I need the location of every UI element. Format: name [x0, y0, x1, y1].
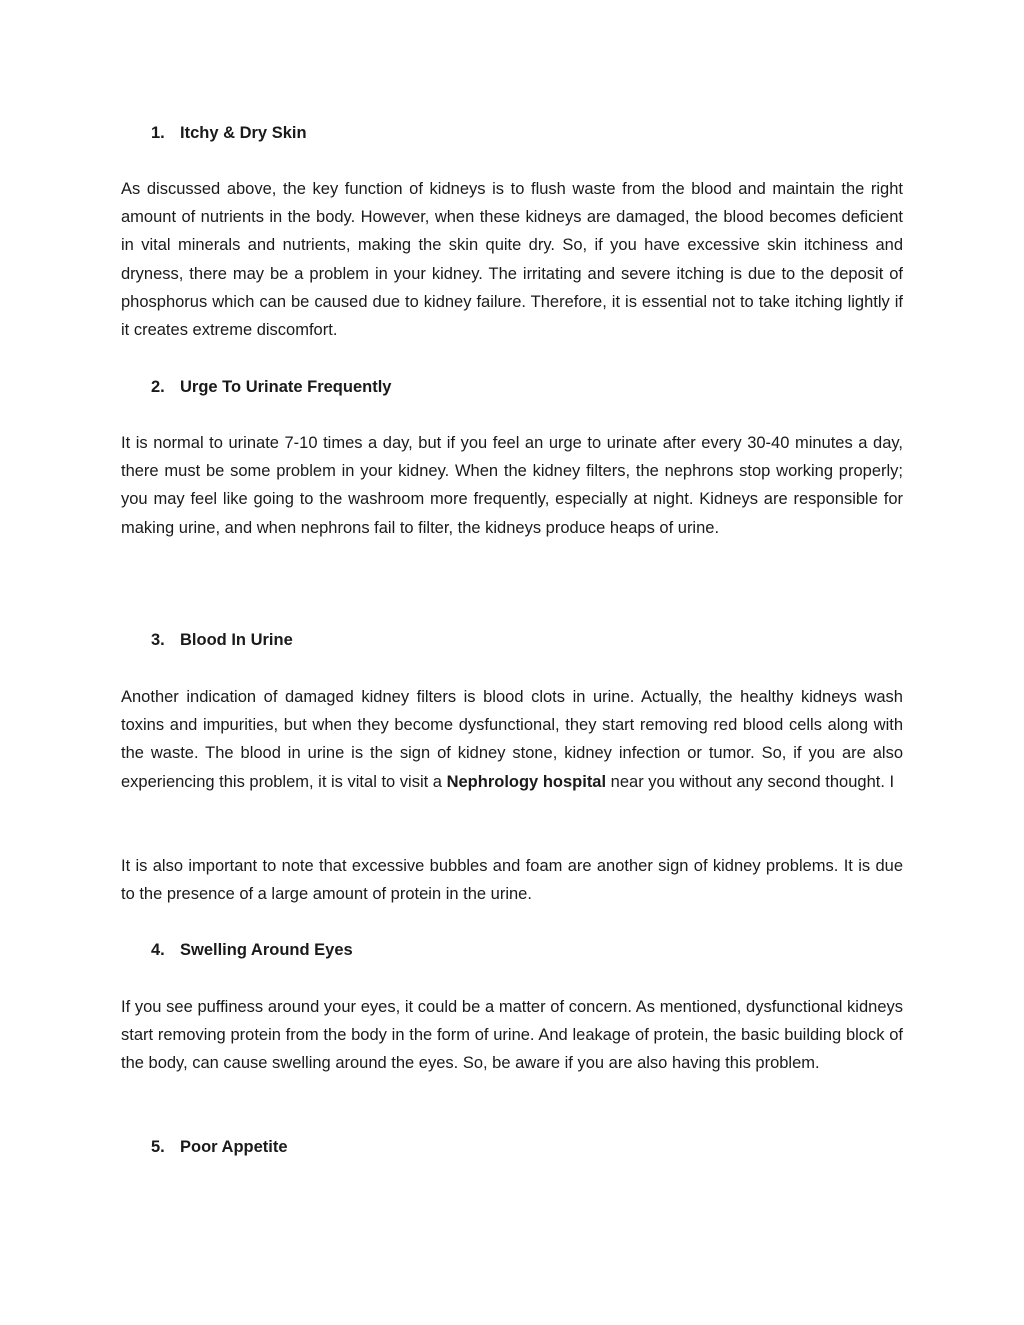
section-number: 1. — [151, 124, 165, 142]
section-heading-blood-in-urine — [151, 626, 293, 654]
nephrology-hospital-emphasis: Nephrology hospital — [446, 772, 607, 791]
section-number: 5. — [151, 1138, 165, 1156]
section-title: Itchy & Dry Skin — [180, 124, 307, 142]
section-title: Blood In Urine — [180, 631, 293, 649]
section-number: 2. — [151, 378, 165, 396]
section-title: Poor Appetite — [180, 1138, 288, 1156]
section-number: 4. — [151, 941, 165, 959]
section-title: Swelling Around Eyes — [180, 941, 353, 959]
paragraph: It is also important to note that excessive bubbles and foam are another sign of kidney problems. It is due to the presence of a large amount of protein in the urine. — [121, 857, 903, 904]
section-number: 3. — [151, 631, 165, 649]
section-heading-urge-to-urinate — [151, 373, 391, 401]
section-heading-poor-appetite — [151, 1133, 288, 1161]
section-heading-itchy-dry-skin — [151, 119, 307, 147]
paragraph-text: near you without any second thought. I — [606, 772, 895, 791]
section-heading-swelling-around-eyes — [151, 936, 353, 964]
section-title: Urge To Urinate Frequently — [180, 378, 392, 396]
paragraph — [121, 683, 903, 796]
paragraph: As discussed above, the key function of kidneys is to flush waste from the blood and maintain the right amount of nutrients in the body. However, when these kidneys are damaged, the blood becomes deficient in vital minerals and nutrients, making the skin quite dry. So, if you have excessive skin itchiness and dryness, there may be a problem in your kidney. The irritating and severe itching is due to the deposit of phosphorus which can be caused due to kidney failure. Therefore, it is essential not to take itching lightly if it creates extreme discomfort. — [121, 180, 903, 340]
paragraph-text: Another indication of damaged kidney filters is blood clots in urine. Actually, the healthy kidneys wash toxins and impurities, but when they become dysfunctional, they start removing red blood cells along with the waste. The blood in urine is the sign of kidney stone, kidney infection or tumor. So, if you are also experiencing this problem, it is vital to visit a — [121, 688, 903, 791]
paragraph: If you see puffiness around your eyes, it could be a matter of concern. As mentioned, dysfunctional kidneys start removing protein from the body in the form of urine. And leakage of protein, the basic building block of the body, can cause swelling around the eyes. So, be aware if you are also having this problem. — [121, 998, 903, 1073]
paragraph: It is normal to urinate 7-10 times a day, but if you feel an urge to urinate after every 30-40 minutes a day, there must be some problem in your kidney. When the kidney filters, the nephrons stop working properly; you may feel like going to the washroom more frequently, especially at night. Kidneys are responsible for making urine, and when nephrons fail to filter, the kidneys produce heaps of urine. — [121, 434, 903, 537]
